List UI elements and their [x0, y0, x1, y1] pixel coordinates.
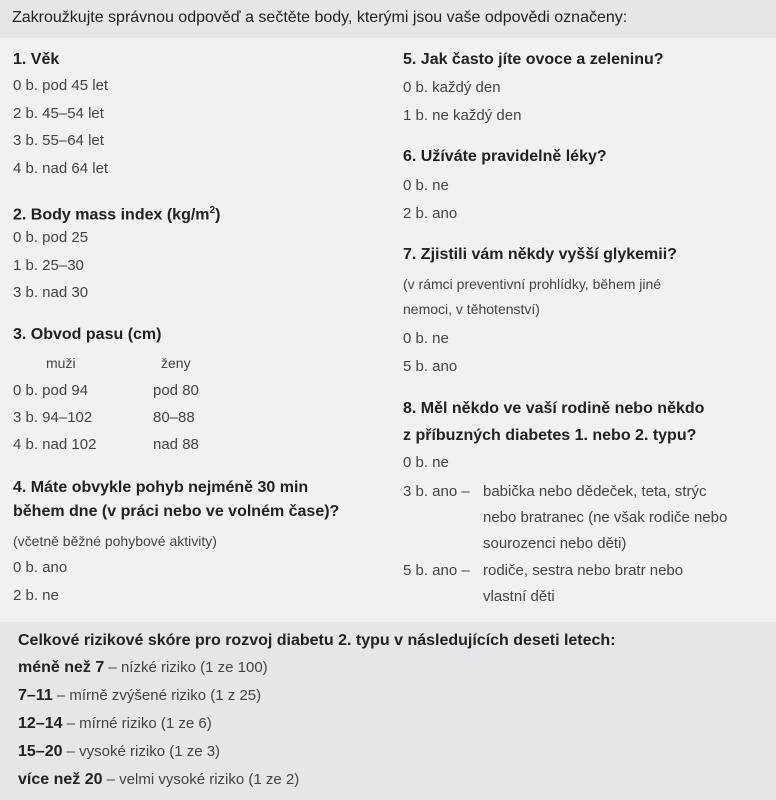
q1-option[interactable]: 2 b. 45–54 let — [13, 105, 104, 122]
q4-note: (včetně běžné pohybové aktivity) — [13, 533, 217, 549]
risk-score: 15–20 — [18, 743, 63, 760]
q7-title: 7. Zjistili vám někdy vyšší glykemii? — [403, 246, 677, 263]
q8-option[interactable]: 3 b. ano – — [403, 483, 470, 500]
q3-option-women[interactable]: nad 88 — [153, 436, 199, 453]
risk-score: 12–14 — [18, 715, 63, 732]
risk-label: – vysoké riziko (1 ze 3) — [62, 743, 221, 760]
q7-option[interactable]: 0 b. ne — [403, 330, 449, 347]
risk-label: – mírné riziko (1 ze 6) — [62, 715, 212, 732]
q1-option[interactable]: 3 b. 55–64 let — [13, 132, 104, 149]
q3-option-women[interactable]: 80–88 — [153, 409, 195, 426]
q7-note: nemoci, v těhotenství) — [403, 301, 540, 317]
q2-option[interactable]: 3 b. nad 30 — [13, 284, 89, 301]
q8-title-line2: z příbuzných diabetes 1. nebo 2. typu? — [403, 427, 697, 444]
q6-option[interactable]: 2 b. ano — [403, 205, 458, 222]
risk-label: – nízké riziko (1 ze 100) — [104, 659, 268, 676]
q8-option-text: sourozenci nebo děti) — [483, 535, 627, 552]
q5-option[interactable]: 0 b. každý den — [403, 79, 501, 96]
q3-col-men: muži — [46, 355, 76, 371]
q4-title-line1: 4. Máte obvykle pohyb nejméně 30 min — [13, 479, 309, 496]
q1-title: 1. Věk — [13, 51, 60, 68]
q3-option-women[interactable]: pod 80 — [153, 382, 199, 399]
risk-row — [18, 715, 212, 733]
footer-title: Celkové rizikové skóre pro rozvoj diabetu 2. typu v následujících deseti letech: — [18, 632, 616, 649]
q2-title: 2. Body mass index $(kg/m^2)$ — [13, 205, 221, 224]
q3-option-men[interactable]: 3 b. 94–102 — [13, 409, 93, 426]
q6-title: 6. Užíváte pravidelně léky? — [403, 148, 607, 165]
risk-row — [18, 659, 268, 677]
q4-option[interactable]: 2 b. ne — [13, 587, 59, 604]
q4-title-line2: během dne (v práci nebo ve volném čase)? — [13, 503, 340, 520]
q2-option[interactable]: 1 b. 25–30 — [13, 257, 84, 274]
risk-score: méně než 7 — [18, 659, 105, 676]
q3-title: 3. Obvod pasu (cm) — [13, 326, 162, 343]
q1-option[interactable]: 0 b. pod 45 let — [13, 77, 109, 94]
q8-option-text: babička nebo dědeček, teta, strýc — [483, 483, 707, 500]
risk-score: více než 20 — [18, 771, 103, 788]
q7-note: (v rámci preventivní prohlídky, během jiné — [403, 276, 662, 292]
q8-title-line1: 8. Měl někdo ve vaší rodině nebo někdo — [403, 400, 705, 417]
risk-score: 7–11 — [18, 687, 53, 704]
q3-option-men[interactable]: 4 b. nad 102 — [13, 436, 97, 453]
header-band — [0, 0, 776, 38]
q6-option[interactable]: 0 b. ne — [403, 177, 449, 194]
q4-option[interactable]: 0 b. ano — [13, 559, 68, 576]
q8-option[interactable]: 0 b. ne — [403, 454, 449, 471]
risk-row — [18, 687, 261, 705]
q8-option-text: nebo bratranec (ne však rodiče nebo — [483, 509, 728, 526]
risk-label: – mírně zvýšené riziko (1 z 25) — [52, 687, 262, 704]
q5-title: 5. Jak často jíte ovoce a zeleninu? — [403, 51, 664, 68]
q2-option[interactable]: 0 b. pod 25 — [13, 229, 89, 246]
risk-row — [18, 743, 220, 761]
q3-option-men[interactable]: 0 b. pod 94 — [13, 382, 89, 399]
questionnaire-panel — [0, 38, 776, 622]
q8-option[interactable]: 5 b. ano – — [403, 562, 470, 579]
q8-option-text: vlastní děti — [483, 588, 555, 605]
q1-option[interactable]: 4 b. nad 64 let — [13, 160, 109, 177]
q7-option[interactable]: 5 b. ano — [403, 358, 458, 375]
q3-col-women: ženy — [161, 355, 191, 371]
risk-label: – velmi vysoké riziko (1 ze 2) — [102, 771, 300, 788]
intro-text: Zakroužkujte správnou odpověď a sečtěte body, kterými jsou vaše odpovědi označeny: — [12, 9, 628, 26]
risk-score-footer — [0, 622, 776, 800]
risk-row — [18, 771, 299, 789]
q5-option[interactable]: 1 b. ne každý den — [403, 107, 522, 124]
q8-option-text: rodiče, sestra nebo bratr nebo — [483, 562, 684, 579]
